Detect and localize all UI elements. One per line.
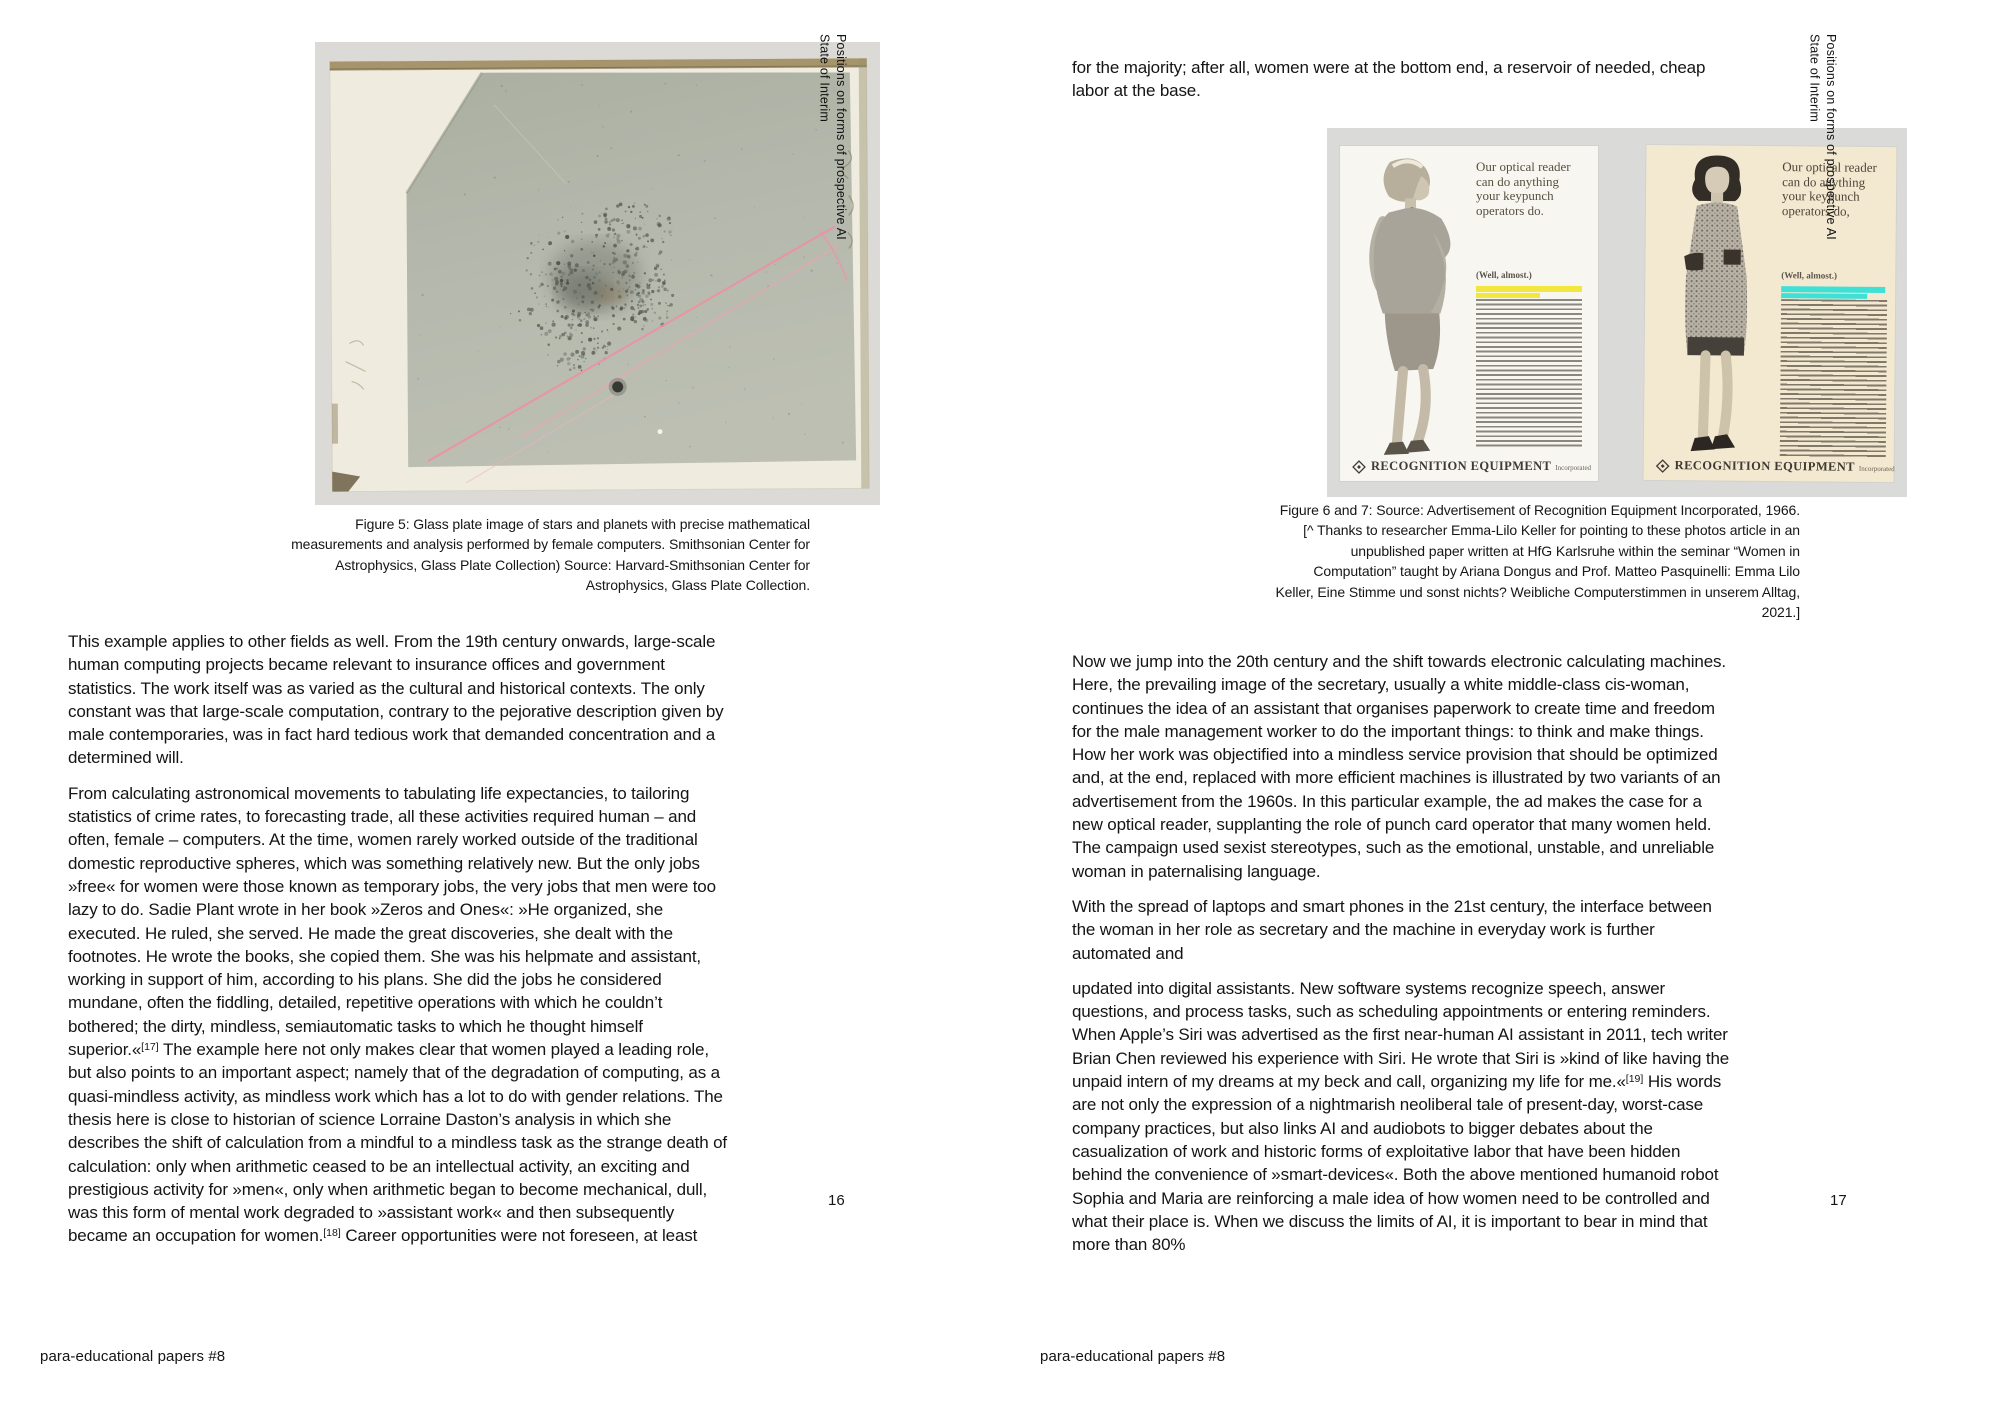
dress-hem-band (1687, 337, 1744, 356)
running-head-subtitle: Positions on forms of prospective AI (834, 34, 848, 240)
woman-leg (1723, 356, 1728, 437)
recognition-diamond-logo-icon (1352, 460, 1366, 474)
ad-small-print (1780, 299, 1887, 458)
right-intro-column (1072, 56, 1732, 115)
paragraph: updated into digital assistants. New software systems recognize speech, answer questions, and process tasks, such as scheduling appointments or entering reminders. When Apple’s Siri was advertised as the first near-human AI assistant in 2011, tech writer Brian Chen reviewed his experience with Siri. He wrote that Siri is »kind of like having the unpaid intern of my dreams at my beck and call, organizing my life for me.«[19] His words are not only the expression of a nightmarish neoliberal tale of present-day, worst-case company practices, but also links AI and audiobots to bigger debates about the casualization of work and historic forms of exploitative labor that have been hidden behind the convenience of »smart-devices«. Both the above mentioned humanoid robot Sophia and Maria are reinforcing a male idea of how women need to be controlled and what their place is. When we discuss the limits of AI, it is important to bear in mind that more than 80% (1072, 978, 1730, 1255)
ad-parenthetical: (Well, almost.) (1781, 270, 1838, 281)
figure7-ad-right (1644, 145, 1897, 482)
ad-brand-name: RECOGNITION EQUIPMENT (1674, 458, 1856, 474)
woman-dress (1685, 202, 1748, 353)
woman-leg (1418, 369, 1426, 441)
dark-star-dot (612, 381, 623, 392)
figure5-caption: Figure 5: Glass plate image of stars and planets with precise mathematical measurements and analysis performed by female computers. Smithsonian Center for Astrophysics, Glass Plate Collection) Source: Harvard-Smithsonian Center for Astrophysics, Glass Plate Collection. (291, 516, 810, 594)
ad-brand-suffix: Incorporated (1858, 464, 1895, 474)
ad-parenthetical: (Well, almost.) (1476, 270, 1532, 280)
page-number-right: 17 (1830, 1192, 1847, 1209)
figure5-glass-plate-image (315, 42, 880, 505)
ad-woman-pregnant-photo (1344, 154, 1471, 472)
running-head-right (1806, 34, 1839, 294)
ad-brand-row (1352, 459, 1591, 474)
running-head-title: State of Interim (1807, 34, 1822, 122)
yellow-highlight (1476, 286, 1582, 299)
page-number-left: 16 (828, 1192, 845, 1209)
woman-shoe (1405, 440, 1430, 453)
white-spot (657, 429, 662, 434)
figures67-caption: Figure 6 and 7: Source: Advertisement of Recognition Equipment Incorporated, 1966.[^ Thanks to researcher Emma-Lilo Keller for pointing to these photos article in an unpublished paper written at HfG Karlsruhe within the seminar “Women in Computation” taught by Ariana Dongus and Prof. Matteo Pasquinelli: Emma Lilo Keller, Eine Stimme und sonst nichts? Weibliche Computerstimmen in unserem Alltag, 2021.] (1275, 502, 1800, 621)
woman-heel-shoe (1711, 434, 1735, 449)
ad-headline: Our optical reader can do anything your keypunch operators do, (1781, 159, 1877, 219)
woman-skirt (1385, 314, 1440, 372)
paragraph: Now we jump into the 20th century and the shift towards electronic calculating machines. Here, the prevailing image of the secretary, usually a white middle-class cis-woman, continues the idea of an assistant that organises paperwork to create time and freedom for the male management worker to do the important things: to think and make things. How her work was objectified into a mindless service provision that should be optimized and, at the end, replaced with more efficient machines is illustrated by two variants of an advertisement from the 1960s. In this particular example, the ad makes the case for a new optical reader, supplanting the role of punch card operator that many women held. The campaign used sexist stereotypes, such as the emotional, unstable, and unreliable woman in paternalising language. (1072, 652, 1726, 881)
running-head-left (816, 34, 849, 294)
ad-small-print (1476, 299, 1582, 447)
paragraph: This example applies to other fields as well. From the 19th century onwards, large-scale human computing projects became relevant to insurance offices and government statistics. The work itself was as varied as the cultural and historical contexts. The only constant was that large-scale computation, contrary to the pejorative description given by male contemporaries, was in fact hard tedious work that demanded concentration and a determined will. (68, 632, 724, 768)
left-body-column (68, 630, 728, 1260)
glass-plate-photo (315, 42, 880, 505)
woman-cuff (1684, 253, 1703, 271)
right-body-column (1072, 650, 1732, 1268)
woman-cuff (1724, 249, 1741, 264)
recognition-diamond-logo-icon (1656, 459, 1670, 473)
ad-headline: Our optical reader can do anything your keypunch operators do. (1476, 159, 1571, 218)
woman-leg (1397, 371, 1403, 443)
footer-left: para-educational papers #8 (40, 1348, 226, 1365)
paragraph: for the majority; after all, women were at the bottom end, a reservoir of needed, cheap labor at the base. (1072, 58, 1706, 101)
ad-brand-row (1656, 458, 1895, 475)
woman-shoe (1384, 442, 1409, 455)
paragraph: With the spread of laptops and smart phones in the 21st century, the interface between the woman in her role as secretary and the machine in everyday work is further automated and (1072, 896, 1712, 963)
figure6-ad-left (1340, 146, 1598, 481)
paragraph: From calculating astronomical movements to tabulating life expectancies, to tailoring statistics of crime rates, to forecasting trade, all these activities required human – and often, female – computers. At the time, women rarely worked outside of the traditional domestic reproductive spheres, which was something relatively new. But the only jobs »free« for women were those known as temporary jobs, the very jobs that men were too lazy to do. Sadie Plant wrote in her book »Zeros and Ones«: »He organized, she executed. He ruled, she served. He made the great discoveries, she dealt with the footnotes. He wrote the books, she copied them. She was his helpmate and assistant, working in support of him, according to his plans. She did the jobs he considered mundane, often the fiddling, detailed, repetitive operations with which he couldn’t bothered; the dirty, mindless, semiautomatic tasks to which he thought himself superior.«[17] The example here not only makes clear that women played a leading role, but also points to an important aspect; namely that of the degradation of computing, as a quasi-mindless activity, as mindless work which has a lot to do with gender relations. The thesis here is close to historian of science Lorraine Daston’s analysis in which she describes the shift of calculation from a mindful to a mindless task as the strange death of calculation: only when arithmetic ceased to be an intellectual activity, an exciting and prestigious activity for »men«, only when arithmetic began to become mechanical, dull, was this form of mental work degraded to »assistant work« and then subsequently became an occupation for women.[18] Career opportunities were not foreseen, at least (68, 783, 727, 1246)
running-head-subtitle: Positions on forms of prospective AI (1824, 34, 1838, 240)
woman-leg (1703, 355, 1706, 438)
ad-woman-crossed-arms-photo (1648, 153, 1778, 472)
footer-right: para-educational papers #8 (1040, 1348, 1226, 1365)
ad-brand-suffix: Incorporated (1555, 464, 1592, 472)
ad-brand-name: RECOGNITION EQUIPMENT (1371, 459, 1552, 473)
running-head-title: State of Interim (817, 34, 832, 122)
